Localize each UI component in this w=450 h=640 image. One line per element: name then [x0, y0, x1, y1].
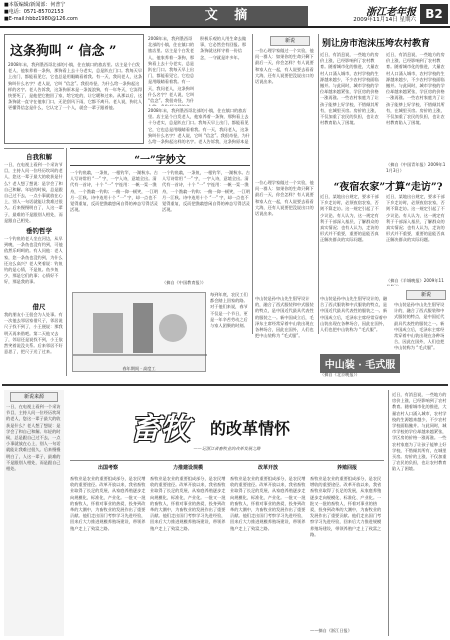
section-divider: [2, 384, 448, 386]
article-body: 我的朋友小王很会为人处事。有一次他去邻居家借尺子，邻居说尺子找不到了，小王便说：那我明天再来借吧。第二天他又去了，邻居还是说找不到，小王依然笑着说没关系。后来邻居不好意思了，把尺子送了过来。: [4, 312, 63, 355]
article-source: （摘自《中国青年报》2009年11月3日）: [386, 162, 446, 174]
article-title: “一”字妙文: [134, 155, 186, 166]
cartoon-image: [73, 293, 207, 373]
article-body: 中山装是孙中山先生倡导设计的，融合了西式服装和中式服装的特点，是中国近代最具代表性的服装之一。新中国成立后，毛泽东主席经常穿着中山装出现在各种场合，因此在国外，人们也把中山装称为 “毛式服”。: [320, 296, 388, 333]
info-line: ■本版编辑/新闻部：何普宁: [4, 2, 66, 8]
page-number: B2: [420, 4, 448, 24]
feature-body: 畜牧业是农业的重要组成部分，是农民增收的重要途径。改革开放以来，我省畜牧业取得了长足的发展，从家庭养殖逐步走向规模化、标准化、产业化。一批又一批的畜牧人，怀着对事业的热爱，投身到改革的大潮中，为畜牧业的发展作出了重要贡献。他们走出国门考察学习先进经验，回来后大力推进规模养殖场建设，带领养殖户走上了致富之路。: [310, 476, 382, 537]
image-caption: 春年期间 · 高度工: [122, 366, 156, 371]
column-head: 改革开放: [257, 465, 278, 471]
article-body: 2008年末，我到墨西哥北部的小镇，住在镇口的旅店里。店主是个白发老人，他家养着一条狗，那狗看上去十分老实，总是趴在门口。我每天早上出门，都能看见它，它也总是用眼睛看着我。有一天，我问老人，这条狗叫什么名字？老人说，它叫 “信念”。我很奇怪，为什: [148, 36, 195, 104]
feature-body: 畜牧业是农业的重要组成部分，是农民增收的重要途径。改革开放以来，我省畜牧业取得了长足的发展，从家庭养殖逐步走向规模化、标准化、产业化。一批又一批的畜牧人，怀着对事业的热爱，投身到改革的大潮中，为畜牧业的发展作出了重要贡献。他们走出国门考察学习先进经验，回来后大力推进规模养殖场建设，带领养殖户走上了致富之路。: [150, 476, 226, 531]
column-body: 中山装是孙中山先生倡导设计的，融合了西式服装和中式服装的特点，是中国近代最具代表性的服装之一。新中国成立后，毛泽东主席经常穿着中山装出现在各种场合，因此在国外，人们也把中山装称为 “毛式服”。: [255, 296, 314, 339]
column-divider: [318, 34, 319, 334]
article-body: 一个钓鱼翁，一条鱼，一根钓竿，一湖秋水。古人写诗常用 “一” 字，一字入诗，意境全出。清代有一首诗，十个 “一” 字连用：一帆一桨一渔舟，一个渔翁一钓钩；一俯一仰一顿笑，一江明月一江秋。诗中连用十个 “一” 字，却一点也不觉得重复，反而把渔翁悠闲自得的神态写得活灵活现。: [70, 170, 158, 213]
article-title: 垂钓哲学: [26, 227, 52, 235]
article-title: 这条狗叫 “ 信念 ”: [10, 44, 117, 59]
divider: [4, 148, 64, 149]
article-sidebar: 积极乐观的人用生命去做事，它必然会有回报。那条狗就这样守着一份信念，一守就是许多年。: [200, 36, 247, 60]
column-body: 一位心理学家做过一个实验，他问一群人：如果你的生命只剩下最后一天，你会怎样？有人说要和家人在一起，有人说要去看看大海，还有人说要把没说出口的话说出来。: [255, 48, 314, 85]
article-body: 近日，有消息说，一些地方的房价上涨，已经影响到了农村教育。随着城市化的推进，大量农村人口涌入城市，农村学校的生源越来越少，不少农村学校面临撤并。与此同时，城市学校的学位却越来越紧张，学区房的价格一涨再涨。一些农村家庭为了让孩子能够上好学校，不惜倾其所有，在城里买房。房价的上涨，不仅加重了农民的负担，也让农村教育陷入了困境。: [320, 52, 379, 126]
article-title: 别让房市泡沫压垮农村教育: [322, 39, 431, 49]
column-divider: [388, 390, 389, 636]
column-divider: [66, 148, 67, 376]
column-tag: 新说: [270, 36, 310, 46]
issue-date: 2009年11月14日 星期六: [353, 17, 416, 23]
article-body: 2008年末，我到墨西哥北部的小镇，住在镇口的旅店里。店主是个白发老人，他家养着一条狗，那狗看上去十分老实，总是趴在门口。我每天早上出门，都能看见它，它也总是用眼睛看着我。有一天，我问老人，这条狗叫什么名字？老人说，它叫 “信念”。我很奇怪，为什么给一条狗起这样的名字。老人告诉我，这条狗原本是: [148, 108, 250, 144]
feature-title-calligraphy: 畜牧: [130, 412, 190, 447]
column-divider: [252, 34, 253, 334]
article-body: 2008年末，我到墨西哥北部的小镇，住在镇口的旅店里。店主是个白发老人，他家养着一条狗，那狗看上去十分老实，总是趴在门口。我每天早上出门，都能看见它，它也总是用眼睛看着我。有一天，我问老人，这条狗叫什么名字？老人说，它叫 “信念”。我很奇怪，为什么给一条狗起这样的名字。老人告诉我，这条狗原本是一条流浪狗，有一年冬天，它冻得快要死了，是他把它抱回了家，给它吃的，让它暖和过来。从那以后，这条狗就一直守在他家门口，无论刮风下雨，它都不离开。老人说，狗比人更懂得信念是什么，它认定了一个人，就会一辈子跟着他。: [8, 62, 142, 111]
column-head: 力推建设规模: [172, 465, 203, 471]
column-tag: 新说来源: [10, 392, 58, 402]
right-column-body: 近日，有消息说，一些地方的房价上涨，已经影响到了农村教育。随着城市化的推进，大量农村人口涌入城市，农村学校的生源越来越少，不少农村学校面临撤并。与此同时，城市学校的学位却越来越紧张，学区房的价格一涨再涨。一些农村家庭为了让孩子能够上好学校，不惜倾其所有，在城里买房。房价的上涨，不仅加重了农民的负担，也让农村教育陷入了困境。: [392, 392, 447, 472]
article-body: 近日，某地出台规定，要求干部下乡走访时，必须夜宿农家，否则不算走访。这一规定引起了不少议论。有人认为，这一规定有利于干部深入基层，了解群众的真实情况；也有人认为，走访的形式并不重要，重要的是能否真正解决群众的实际问题。: [386, 194, 445, 243]
info-line: ■电话：0571-85702153: [4, 9, 64, 15]
column-head: 出国考察: [97, 465, 118, 471]
article-body: 一个钓鱼翁，一条鱼，一根钓竿，一湖秋水。古人写诗常用 “一” 字，一字入诗，意境全出。清代有一首诗，十个 “一” 字连用：一帆一桨一渔舟，一个渔翁一钓钩；一俯一仰一顿笑，一江明月一江秋。诗中连用十个 “一” 字，却一点也不觉得重复，反而把渔翁悠闲自得的神态写得活灵活现。: [162, 170, 250, 213]
article-source: （摘自《羊城晚报》2009年11: [386, 278, 444, 283]
article-body: 一个钓鱼的老人坐在河边，从早到晚，一条鱼也没有钓到，可他依然乐呵呵的。有人问他：老人家，您一条鱼也没钓到，为什么还这么高兴？老人笑着说：钓鱼钓的是心情，不是鱼。鱼多鱼少，那是它们的事；心情好不好，那是我的事。: [4, 236, 63, 285]
divider: [70, 460, 384, 461]
feature-body: 畜牧业是农业的重要组成部分，是农民增收的重要途径。改革开放以来，我省畜牧业取得了长足的发展，从家庭养殖逐步走向规模化、标准化、产业化。一批又一批的畜牧人，怀着对事业的热爱，投身到改革的大潮中，为畜牧业的发展作出了重要贡献。他们走出国门考察学习先进经验，回来后大力推进规模养殖场建设，带领养殖户走上了致富之路。: [70, 476, 146, 531]
article-body: 一日，在电视上看到一个采访节目，主持人问一位经历坎坷的老人，您这一辈子最大的收获是什么？老人想了想说：是学会了和自己和解。年轻的时候，总是跟自己过不去，一点小事就放在心上，别人一句话就能让我难过很久。后来慢慢明白了，人这一辈子，最难的不是跟别人相处，而是跟自己相处。: [4, 162, 63, 223]
article-body: 近日，某地出台规定，要求干部下乡走访时，必须夜宿农家，否则不算走访。这一规定引起了不少议论。有人认为，这一规定有利于干部深入基层，了解群众的真实情况；也有人认为，走访的形式并不重要，重要的是能否真正解决群众的实际问题。: [320, 194, 379, 243]
feature-source: ——摘自《浙江日报》: [310, 628, 352, 633]
sidebar-body: 一日，在电视上看到一个采访节目，主持人问一位经历坎坷的老人，您这一辈子最大的收获是什么？老人想了想说：是学会了和自己和解。年轻的时候，总是跟自己过不去，一点小事就放在心上，别人一句话就能让我难过很久。后来慢慢明白了，人这一辈子，最难的不是跟别人相处，而是跟自己相处。: [6, 404, 61, 472]
article-body: 近日，有消息说，一些地方的房价上涨，已经影响到了农村教育。随着城市化的推进，大量农村人口涌入城市，农村学校的生源越来越少，不少农村学校面临撤并。与此同时，城市学校的学位却越来越紧张，学区房的价格一涨再涨。一些农村家庭为了让孩子能够上好学校，不惜倾其所有，在城里买房。房价的上涨，不仅加重了农民的负担，也让农村教育陷入了困境。: [386, 52, 445, 126]
feature-byline: ——记浙江省畜牧业的改革发展之路: [193, 446, 261, 451]
article-body: 每到年底，农民工们都会踏上回家的路。对于他们来说，春节不仅是一个节日，更是一年辛苦劳动之后与家人团聚的时刻。: [210, 292, 248, 329]
column-tag: 新说: [406, 290, 446, 300]
illustration: [72, 292, 206, 372]
article-title: “夜宿农家”才算“走访”?: [333, 182, 443, 193]
feature-title: 的改革情怀: [210, 419, 291, 438]
column-headers: [70, 464, 384, 474]
article-title: 借尺: [32, 303, 46, 311]
article-source: （摘自《北京晚报》）: [320, 372, 360, 377]
article-source: （摘自《中国教育报》）: [162, 280, 206, 285]
editor-info: [4, 2, 134, 23]
article-body: 中山装是孙中山先生倡导设计的，融合了西式服装和中式服装的特点，是中国近代最具代表性的服装之一。新中国成立后，毛泽东主席经常穿着中山装出现在各种场合，因此在国外，人们也把中山装称为 “毛式服”。: [394, 302, 445, 351]
column-head: 养殖回报: [336, 465, 357, 471]
column-body: 一位心理学家做过一个实验，他问一群人：如果你的生命只剩下最后一天，你会怎样？有人说要和家人在一起，有人说要去看看大海，还有人说要把没说出口的话说出来。: [255, 180, 314, 217]
section-title: 文 摘: [150, 6, 308, 26]
info-line: ■E-mail:hbbz1980@126.com: [4, 16, 78, 22]
feature-body: 畜牧业是农业的重要组成部分，是农民增收的重要途径。改革开放以来，我省畜牧业取得了长足的发展，从家庭养殖逐步走向规模化、标准化、产业化。一批又一批的畜牧人，怀着对事业的热爱，投身到改革的大潮中，为畜牧业的发展作出了重要贡献。他们走出国门考察学习先进经验，回来后大力推进规模养殖场建设，带领养殖户走上了致富之路。: [230, 476, 306, 531]
article-title: 自我和解: [26, 153, 52, 161]
article-title: 中山装 · 毛式服: [320, 354, 400, 373]
masthead: 浙江老年报: [366, 7, 416, 18]
